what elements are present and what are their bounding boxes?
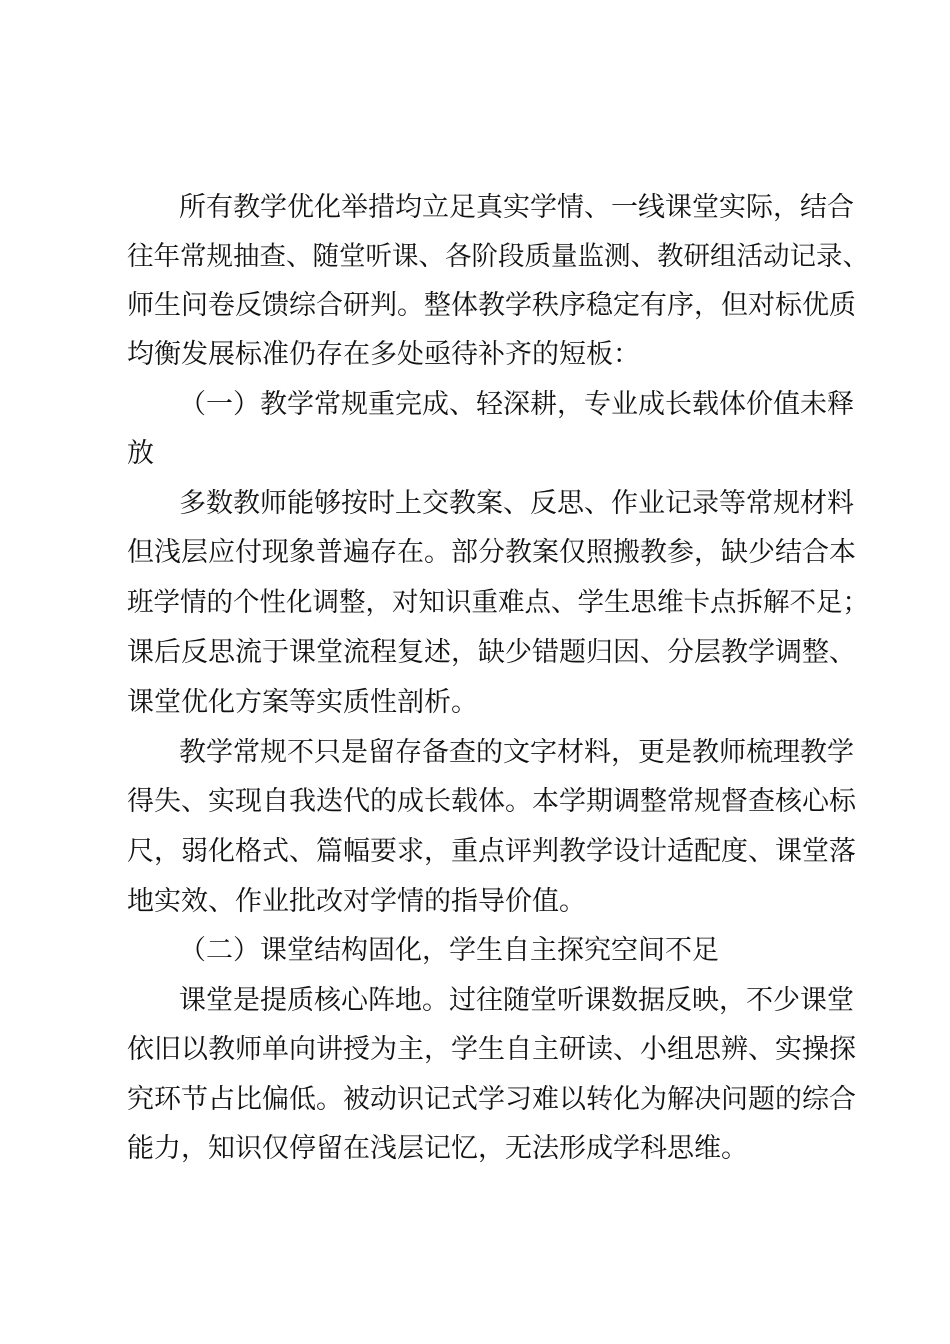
paragraph-line: 地实效、作业批改对学情的指导价值。: [127, 886, 586, 917]
section-heading-2: （二）课堂结构固化，学生自主探究空间不足: [179, 935, 719, 966]
paragraph-line: 教学常规不只是留存备查的文字材料，更是教师梳理教学: [179, 737, 854, 768]
paragraph-line: 所有教学优化举措均立足真实学情、一线课堂实际，结合: [179, 192, 854, 223]
paragraph-line: 能力，知识仅停留在浅层记忆，无法形成学科思维。: [127, 1133, 748, 1164]
paragraph-line: 依旧以教师单向讲授为主，学生自主研读、小组思辨、实操探: [127, 1034, 856, 1065]
paragraph-line: 多数教师能够按时上交教案、反思、作业记录等常规材料: [179, 488, 854, 519]
paragraph-line: 尺，弱化格式、篇幅要求，重点评判教学设计适配度、课堂落: [127, 836, 856, 867]
paragraph-line: 均衡发展标准仍存在多处亟待补齐的短板：: [127, 339, 640, 370]
paragraph-line: 课堂是提质核心阵地。过往随堂听课数据反映，不少课堂: [179, 985, 854, 1016]
section-heading-1: （一）教学常规重完成、轻深耕，专业成长载体价值未释: [179, 389, 854, 420]
paragraph-line: 师生问卷反馈综合研判。整体教学秩序稳定有序，但对标优质: [127, 290, 856, 321]
paragraph-line: 课堂优化方案等实质性剖析。: [127, 687, 478, 718]
paragraph-line: 得失、实现自我迭代的成长载体。本学期调整常规督查核心标: [127, 786, 856, 817]
paragraph-line: 往年常规抽查、随堂听课、各阶段质量监测、教研组活动记录、: [127, 241, 869, 272]
section-heading-1-continued: 放: [127, 438, 154, 469]
paragraph-line: 但浅层应付现象普遍存在。部分教案仅照搬教参，缺少结合本: [127, 537, 856, 568]
paragraph-line: 课后反思流于课堂流程复述，缺少错题归因、分层教学调整、: [127, 637, 856, 668]
paragraph-line: 班学情的个性化调整，对知识重难点、学生思维卡点拆解不足；: [127, 587, 869, 618]
paragraph-line: 究环节占比偏低。被动识记式学习难以转化为解决问题的综合: [127, 1084, 856, 1115]
